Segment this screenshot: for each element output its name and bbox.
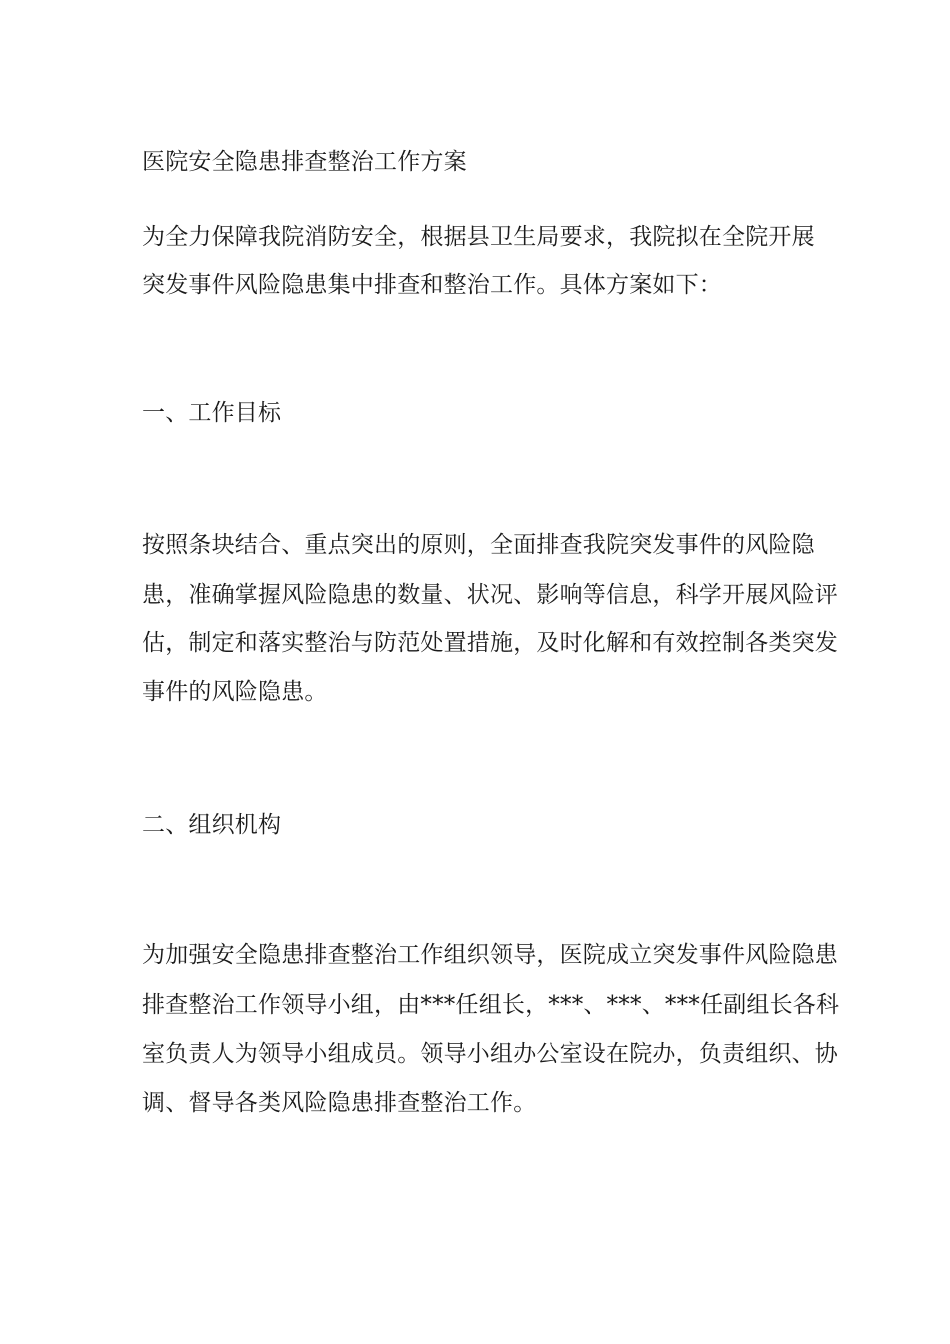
section-2-heading: 二、组织机构 bbox=[142, 812, 282, 838]
section-1-line-4: 事件的风险隐患。 bbox=[142, 679, 328, 705]
section-1-heading: 一、工作目标 bbox=[142, 400, 282, 426]
section-2-line-1: 为加强安全隐患排查整治工作组织领导，医院成立突发事件风险隐患 bbox=[142, 942, 838, 968]
document-title: 医院安全隐患排查整治工作方案 bbox=[142, 149, 467, 175]
intro-line-1: 为全力保障我院消防安全，根据县卫生局要求，我院拟在全院开展 bbox=[142, 224, 815, 250]
intro-line-2: 突发事件风险隐患集中排查和整治工作。具体方案如下： bbox=[142, 272, 722, 298]
section-2-line-3: 室负责人为领导小组成员。领导小组办公室设在院办，负责组织、协 bbox=[142, 1041, 838, 1067]
section-1-line-1: 按照条块结合、重点突出的原则，全面排查我院突发事件的风险隐 bbox=[142, 532, 815, 558]
section-2-line-4: 调、督导各类风险隐患排查整治工作。 bbox=[142, 1090, 537, 1116]
section-1-line-2: 患，准确掌握风险隐患的数量、状况、影响等信息，科学开展风险评 bbox=[142, 582, 838, 608]
section-1-line-3: 估，制定和落实整治与防范处置措施，及时化解和有效控制各类突发 bbox=[142, 630, 838, 656]
section-2-line-2: 排查整治工作领导小组，由***任组长，***、***、***任副组长各科 bbox=[142, 992, 840, 1018]
